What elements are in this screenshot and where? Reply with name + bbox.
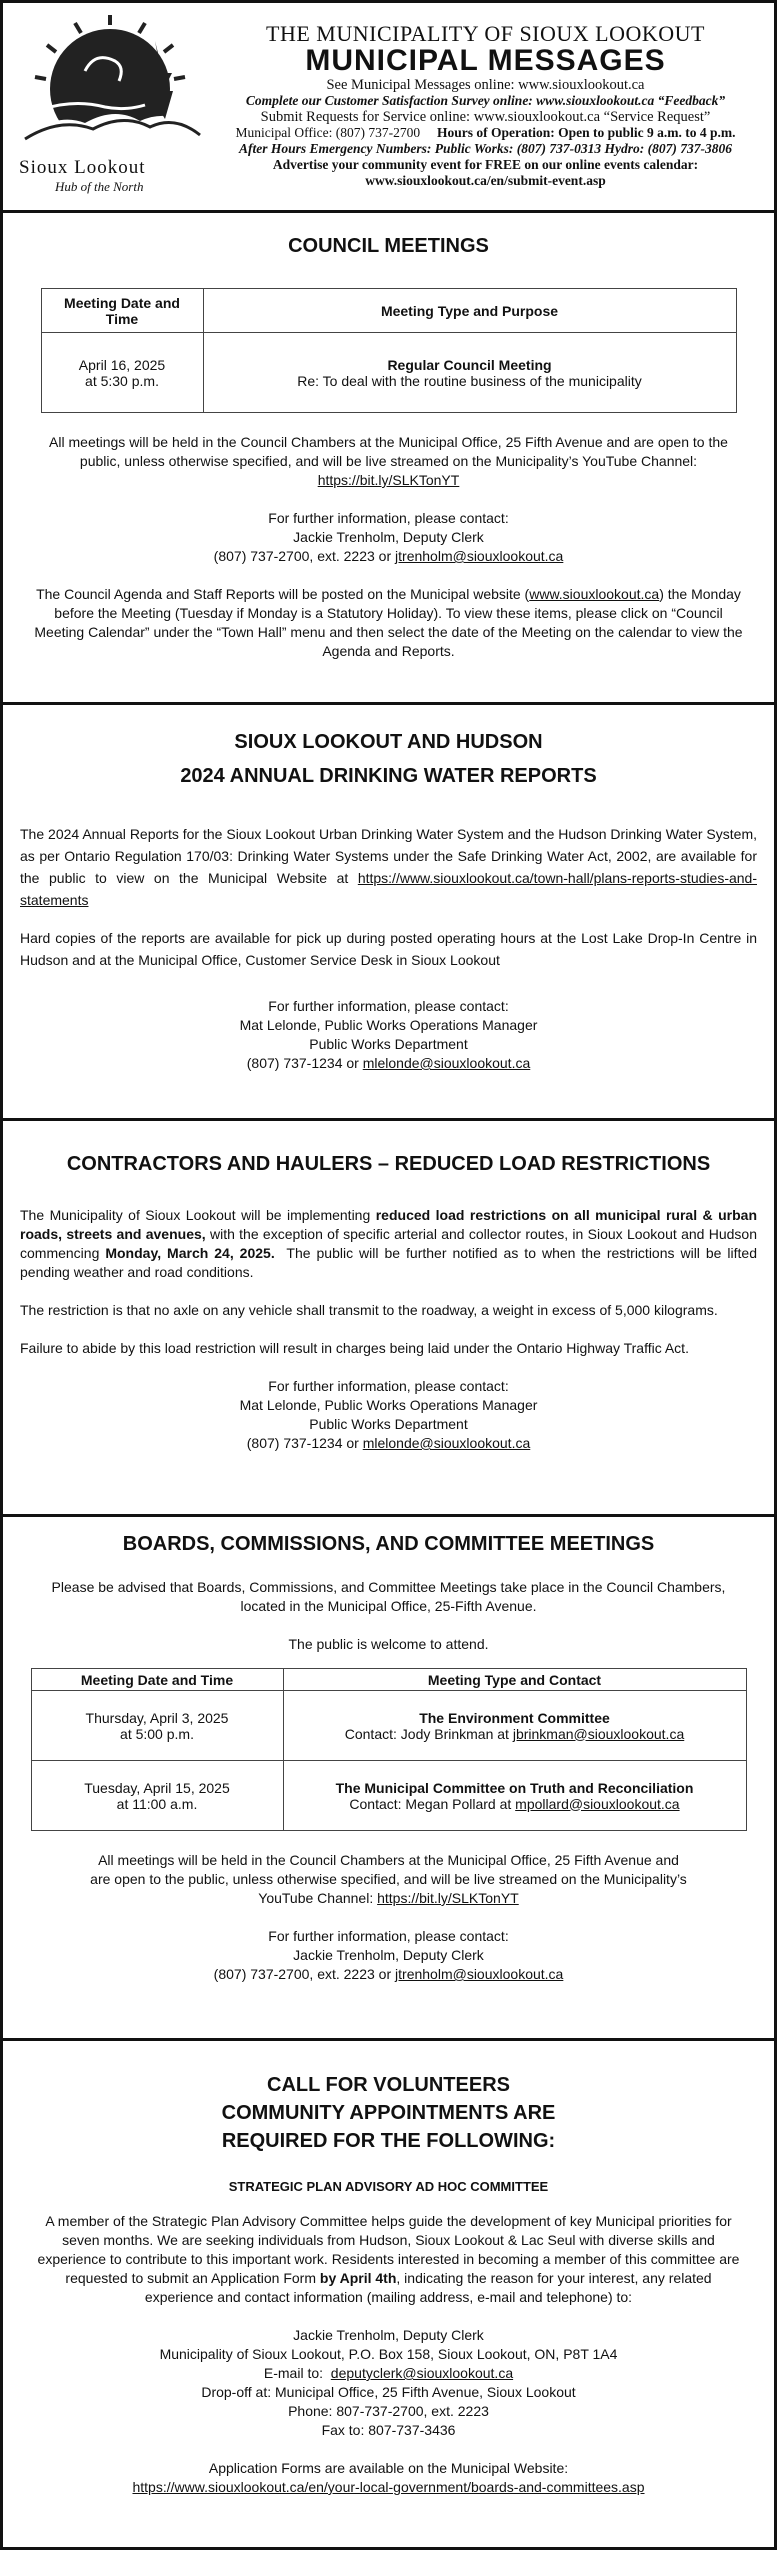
- table-row: [31, 1761, 746, 1831]
- logo-name: Sioux Lookout: [19, 157, 146, 178]
- contact-email-link[interactable]: mlelonde@siouxlookout.ca: [362, 1055, 531, 1071]
- contact-email-link[interactable]: jtrenholm@siouxlookout.ca: [395, 548, 564, 564]
- contact-name: Mat Lelonde, Public Works Operations Manager: [239, 1017, 538, 1033]
- water-reports-text: The 2024 Annual Reports for the Sioux Lookout Urban Drinking Water System and the Hudson Drinking Water System, as per Ontario Regulation 170/03: Drinking Water Systems under the Safe Drinking Water Act, 2002, are available for the public to view on the Municipal Website at: [20, 826, 757, 886]
- logo-emblem-icon: [15, 11, 205, 161]
- boards-committees-section: [3, 1517, 774, 2041]
- committee-contact: [284, 1796, 746, 1812]
- contact-email-link[interactable]: deputyclerk@siouxlookout.ca: [330, 2365, 514, 2381]
- header-line-office: [203, 125, 768, 141]
- meeting-type: Regular Council Meeting: [387, 356, 552, 373]
- contact-phone: Phone: 807-737-2700, ext. 2223: [288, 2403, 489, 2419]
- section-title-line-1: CALL FOR VOLUNTEERS: [267, 2074, 510, 2096]
- meeting-type-cell: [203, 333, 736, 413]
- contact-department: Public Works Department: [309, 1036, 468, 1052]
- section-title: COUNCIL MEETINGS: [288, 235, 489, 257]
- contact-text: Contact: Jody Brinkman at: [344, 1725, 509, 1742]
- load-restrictions-paragraph: [20, 1206, 757, 1282]
- header-info: [203, 3, 774, 210]
- contact-phone: (807) 737-2700, ext. 2223 or: [213, 1966, 392, 1982]
- header-line-service: Submit Requests for Service online: www.siouxlookout.ca “Service Request”: [260, 109, 711, 125]
- contact-intro: For further information, please contact:: [268, 510, 509, 526]
- meeting-time: at 5:30 p.m.: [85, 372, 159, 389]
- contact-intro: For further information, please contact:: [268, 998, 509, 1014]
- committee-contact: [284, 1726, 746, 1742]
- location-text: All meetings will be held in the Council Chambers at the Municipal Office, 25 Fifth Avenue and are open to the public, unless otherwise specified, and will be live streamed on the Municipality’s YouTube Channel:: [49, 434, 728, 469]
- contact-name: Mat Lelonde, Public Works Operations Manager: [239, 1397, 538, 1413]
- deadline: by April 4th: [319, 2270, 397, 2286]
- youtube-link[interactable]: https://bit.ly/SLKTonYT: [317, 472, 460, 488]
- water-contact: [20, 997, 757, 1073]
- table-row: [41, 333, 736, 413]
- forms-link[interactable]: https://www.siouxlookout.ca/en/your-local-government/boards-and-committees.asp: [132, 2479, 645, 2495]
- committee-subtitle: STRATEGIC PLAN ADVISORY AD HOC COMMITTEE: [228, 2179, 549, 2194]
- volunteer-paragraph: [33, 2212, 744, 2307]
- council-contact: [29, 509, 748, 566]
- header-line-survey: Complete our Customer Satisfaction Survey online: www.siouxlookout.ca “Feedback”: [245, 93, 726, 108]
- page-title: MUNICIPAL MESSAGES: [305, 44, 666, 77]
- axle-weight-paragraph: The restriction is that no axle on any vehicle shall transmit to the roadway, a weight in excess of 5,000 kilograms.: [20, 1302, 718, 1318]
- page-header: [3, 3, 774, 213]
- youtube-link[interactable]: https://bit.ly/SLKTonYT: [377, 1890, 519, 1906]
- drinking-water-section: [3, 705, 774, 1121]
- email-label: E-mail to:: [263, 2365, 324, 2381]
- office-phone: Municipal Office: (807) 737-2700: [235, 125, 421, 140]
- committee-name: The Environment Committee: [419, 1709, 610, 1726]
- contact-intro: For further information, please contact:: [268, 1928, 509, 1944]
- hard-copies-paragraph: Hard copies of the reports are available for pick up during posted operating hours at the Lost Lake Drop-In Centre in Hudson and at the Municipal Office, Customer Service Desk in Sioux Lookout: [20, 930, 757, 968]
- load-text-4: The public will be further notified as to when the restrictions will be lifted pending weather and road conditions.: [20, 1245, 757, 1280]
- contact-email-link[interactable]: jbrinkman@siouxlookout.ca: [512, 1725, 685, 1742]
- section-title-line-1: SIOUX LOOKOUT AND HUDSON: [234, 731, 543, 753]
- meeting-type-cell: [283, 1761, 746, 1831]
- load-restrictions-section: [3, 1121, 774, 1517]
- volunteer-contact: [33, 2326, 744, 2440]
- volunteers-section: [3, 2041, 774, 2497]
- events-url: www.siouxlookout.ca/en/submit-event.asp: [365, 173, 606, 188]
- contact-name: Jackie Trenholm, Deputy Clerk: [293, 2327, 484, 2343]
- meeting-date-cell: [41, 333, 203, 413]
- water-reports-paragraph: [20, 823, 757, 911]
- load-text-2: reduced load restrictions on all municipal rural & urban roads, streets and avenues,: [20, 1207, 758, 1242]
- section-title-line-2: 2024 ANNUAL DRINKING WATER REPORTS: [180, 765, 597, 787]
- load-text-1: The Municipality of Sioux Lookout will be implementing: [20, 1207, 371, 1223]
- contact-department: Public Works Department: [309, 1416, 468, 1432]
- meeting-date-cell: [31, 1761, 283, 1831]
- contact-address: Municipality of Sioux Lookout, P.O. Box 158, Sioux Lookout, ON, P8T 1A4: [159, 2346, 618, 2362]
- contact-phone-line: [20, 1054, 757, 1073]
- column-header-date: Meeting Date and Time: [41, 289, 203, 333]
- committee-name: The Municipal Committee on Truth and Reconciliation: [335, 1779, 694, 1796]
- municipality-name: THE MUNICIPALITY OF SIOUX LOOKOUT: [266, 21, 705, 46]
- application-forms: [33, 2459, 744, 2497]
- logo-tagline: Hub of the North: [55, 179, 144, 194]
- volunteer-text-2: , indicating the reason for your interest, any related experience and contact information (mailing address, e-mail and telephone) to:: [144, 2270, 712, 2305]
- reports-link[interactable]: https://www.siouxlookout.ca/town-hall/plans-reports-studies-and-statements: [20, 870, 757, 908]
- volunteer-text-1: A member of the Strategic Plan Advisory Committee helps guide the development of key Municipal priorities for seven months. We are seeking individuals from Hudson, Sioux Lookout & Lac Seul with diverse skills and experience to contribute to this important work. Residents interested in becoming a member of this committee are requested to submit an Application Form: [37, 2213, 740, 2286]
- contact-fax: Fax to: 807-737-3436: [321, 2422, 456, 2438]
- meeting-location-note: [39, 433, 738, 490]
- section-title-line-2: COMMUNITY APPOINTMENTS ARE: [221, 2102, 556, 2124]
- section-title-line-3: REQUIRED FOR THE FOLLOWING:: [221, 2130, 556, 2152]
- boards-intro: Please be advised that Boards, Commissions, and Committee Meetings take place in the Council Chambers, located in the Municipal Office, 25-Fifth Avenue.: [51, 1579, 726, 1614]
- load-start-date: Monday, March 24, 2025.: [105, 1245, 275, 1261]
- advertise-line: Advertise your community event for FREE on our online events calendar:: [272, 157, 699, 172]
- agenda-text-end: ) the Monday before the Meeting (Tuesday if Monday is a Statutory Holiday). To view these items, please click on “Council Meeting Calendar” under the “Town Hall” menu and then select the date of the Meeting on the calendar to view the Agenda and Reports.: [34, 586, 743, 659]
- penalty-paragraph: Failure to abide by this load restriction will result in charges being laid under the Ontario Highway Traffic Act.: [20, 1340, 689, 1356]
- meeting-date-cell: [31, 1691, 283, 1761]
- agenda-text-start: The Council Agenda and Staff Reports will be posted on the Municipal website (: [36, 586, 530, 602]
- meeting-location-note: [89, 1851, 688, 1908]
- dropoff-location: Drop-off at: Municipal Office, 25 Fifth Avenue, Sioux Lookout: [201, 2384, 576, 2400]
- office-hours: Hours of Operation: Open to public 9 a.m. to 4 p.m.: [436, 125, 736, 140]
- council-meetings-table: [41, 288, 737, 413]
- meeting-time: at 5:00 p.m.: [120, 1725, 194, 1742]
- contact-name: Jackie Trenholm, Deputy Clerk: [293, 529, 484, 545]
- contact-email-line: [33, 2364, 744, 2383]
- column-header-type: Meeting Type and Purpose: [203, 289, 736, 333]
- contact-name: Jackie Trenholm, Deputy Clerk: [293, 1947, 484, 1963]
- table-row: [31, 1691, 746, 1761]
- meeting-time: at 11:00 a.m.: [116, 1795, 198, 1812]
- meeting-date: April 16, 2025: [78, 356, 166, 373]
- meeting-date: Tuesday, April 15, 2025: [84, 1779, 230, 1796]
- contact-phone-line: [20, 1434, 757, 1453]
- section-title: CONTRACTORS AND HAULERS – REDUCED LOAD RESTRICTIONS: [66, 1153, 711, 1175]
- forms-text: Application Forms are available on the Municipal Website:: [208, 2460, 569, 2476]
- meeting-type-cell: [283, 1691, 746, 1761]
- contact-text: Contact: Megan Pollard at: [349, 1795, 512, 1812]
- contact-email-link[interactable]: mlelonde@siouxlookout.ca: [362, 1435, 531, 1451]
- council-meetings-section: [3, 213, 774, 705]
- agenda-note: [29, 585, 748, 661]
- public-welcome: The public is welcome to attend.: [288, 1636, 489, 1652]
- column-header-type: Meeting Type and Contact: [283, 1669, 746, 1691]
- meeting-date: Thursday, April 3, 2025: [85, 1709, 229, 1726]
- boards-contact: [29, 1927, 748, 1984]
- loads-contact: [20, 1377, 757, 1453]
- website-link[interactable]: www.siouxlookout.ca: [529, 586, 660, 602]
- emergency-numbers: After Hours Emergency Numbers: Public Works: (807) 737-0313 Hydro: (807) 737-3806: [239, 141, 732, 156]
- committee-meetings-table: [31, 1668, 747, 1831]
- contact-intro: For further information, please contact:: [268, 1378, 509, 1394]
- contact-email-link[interactable]: jtrenholm@siouxlookout.ca: [395, 1966, 564, 1982]
- location-text: All meetings will be held in the Council Chambers at the Municipal Office, 25 Fifth Avenue and are open to the public, unless otherwise specified, and will be live streamed on the Municipality’s YouTube Channel:: [90, 1852, 687, 1906]
- contact-phone-line: [29, 547, 748, 566]
- contact-phone-line: [29, 1965, 748, 1984]
- municipality-logo: [3, 3, 203, 210]
- contact-phone: (807) 737-2700, ext. 2223 or: [213, 548, 392, 564]
- load-text-3: with the exception of specific arterial and collector routes, in Sioux Lookout and Hudson commencing: [20, 1226, 757, 1261]
- contact-phone: (807) 737-1234 or: [246, 1435, 359, 1451]
- section-title: BOARDS, COMMISSIONS, AND COMMITTEE MEETINGS: [122, 1533, 655, 1555]
- column-header-date: Meeting Date and Time: [31, 1669, 283, 1691]
- table-header-row: [31, 1669, 746, 1691]
- contact-phone: (807) 737-1234 or: [246, 1055, 359, 1071]
- meeting-purpose: Re: To deal with the routine business of the municipality: [297, 372, 642, 389]
- contact-email-link[interactable]: mpollard@siouxlookout.ca: [515, 1795, 680, 1812]
- table-header-row: [41, 289, 736, 333]
- header-line-online: See Municipal Messages online: www.siouxlookout.ca: [326, 77, 645, 93]
